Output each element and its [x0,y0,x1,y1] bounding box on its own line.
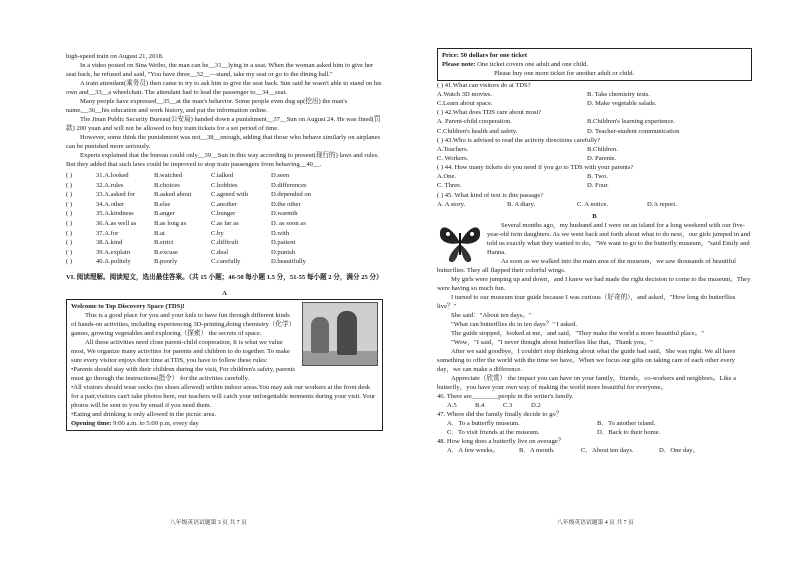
option[interactable]: A. A story. [437,200,466,208]
section-title: VI. 阅读理解。阅读短文，选出最佳答案。（共 15 小题；46-50 每小题 1.5 分，51-55 每小题 2 分，满分 25 分） [66,273,383,281]
option[interactable]: C. Workers. [437,155,469,163]
passage-line: A train attendant(乘务员) then came to try to ask him to give the seat back. Sun said he wasn't able to stand on his own and__33__a wheelchair. The attendant had to lead the passenger to__34__seat. [66,80,382,96]
option[interactable]: A.Watch 3D movies. [437,91,493,98]
price-line: Price: 50 dollars for one ticket [442,52,528,59]
passage-line: In a video posted on Sina Weibo, the man can be__31__lying in a seat. When the woman asked him to give her seat back, he refused and said, "You have three__32__—stand, take my seat or go to the dining hall." [66,62,374,78]
question: 47. Where did the family finally decide to go？ [437,411,563,419]
option[interactable]: D.2 [531,401,541,409]
option[interactable]: D. Parents. [587,155,617,163]
family-photo [302,302,378,366]
answer-blank[interactable]: ( ) [66,210,73,218]
answer-blank[interactable]: ( ) [66,200,73,208]
option[interactable]: C．To visit friends at the museum. [447,429,540,437]
option[interactable]: C. A notice. [577,200,609,208]
answer-blank[interactable]: ( ) [66,191,73,199]
passage-b [437,221,752,392]
option-d: D.warmth [271,210,298,218]
box-line: •All visitors should wear socks (no shoes allowed) within indoor areas.You may ask our workers at the front desk for a pair,visitors can't take photos here, our teachers will catch your unforgettable moments during your visit. Your photos will be sent to you by email if you need them. [71,383,376,409]
box-line: •Eating and drinking is only allowed in the picnic area. [71,410,217,418]
question: 48. How long does a butterfly live on average？ [437,438,565,446]
page-footer: 八年级英语试题第 4 页 共 7 页 [557,520,634,526]
question: 46. There are________people in the writer's family. [437,392,574,400]
opening-label: Opening time: [71,419,112,427]
option-d: D.patient [271,239,296,247]
option[interactable]: A. Parent-child cooperation. [437,118,512,126]
answer-blank[interactable]: ( ) [66,181,73,189]
price-box [437,48,752,81]
option[interactable]: B. Take chemistry tests. [587,91,650,98]
option[interactable]: C.3 [503,401,513,409]
option-b: B.watched [154,172,183,179]
option-b: B.asked about [154,191,192,199]
passage-line: I turned to our museum tour guide because I was curious（好奇的），and asked，"How long do butterflies live？" [437,293,736,310]
option-b: B.as long as [154,219,187,227]
passage-line: high-speed train on August 21, 2018. [66,53,164,60]
questions-a [437,81,752,209]
option[interactable]: C．About ten days. [581,447,634,455]
passage-label: B [592,212,597,220]
option-d: D.differences [271,181,307,189]
box-title: Welcome to Top Discovery Space (TDS)! [71,302,185,310]
option[interactable]: B. Two. [587,173,608,181]
passage-line: Several months ago，my husband and I were on an island for a long weekend with our five-year-old twin daughters. As we went back and forth about what to do next，our girls jumped in and told us exactly what they wanted to do。"We want to go to the butterfly museum，"said Emily and Hanna. [487,221,751,256]
option-d: D. as soon as [271,219,306,227]
tds-notice-box [66,299,383,431]
note-label: Please note: [442,61,476,68]
option[interactable]: D．One day。 [659,447,700,455]
option[interactable]: A.5 [447,401,457,409]
option-a: 40.A.politely [96,258,131,266]
option-b: B.else [154,200,171,208]
option[interactable]: B.Children. [587,145,618,153]
option-d: D.with [271,229,290,237]
option-row [66,238,383,248]
option-a: 37.A.for [96,229,119,237]
option-row [66,190,383,200]
answer-blank[interactable]: ( ) [66,248,73,256]
option-a: 33.A.asked for [96,191,136,199]
cloze-passage [66,52,383,169]
passage-line: After we said goodbye，I couldn't stop thinking about what the guide had said。She was right. We all have something to offer the world with the time we have。When we focus our gifts on taking care of each other every day，we can make a difference. [437,347,736,373]
option-d: D.beautifully [271,258,306,266]
option-b: B.anger [154,210,175,218]
option[interactable]: D.A report. [647,200,677,208]
option-row [66,171,383,181]
option-d: D.depended on [271,191,311,199]
option[interactable]: A.One. [437,173,457,181]
note-line: One ticket covers one adult and one child. [475,61,589,68]
passage-line: As soon as we walked into the main area of the museum，we saw thousands of beautiful butterflies. They all flapped their colorful wings. [437,257,736,274]
opening-value: 9:00 a.m. to 5:00 p.m, every day [111,419,199,427]
passage-line: She said："About ten days。" [451,311,532,319]
question: ( ) 43.Who is advised to read the activity directions carefully? [437,136,601,144]
option-b: B.strict [154,239,174,247]
option[interactable]: D. Four. [587,182,609,190]
passage-line: However, some think the punishment was not__38__enough, adding that those who behave similarly on airplanes can be punished more seriously. [66,134,381,150]
option-c: C.talked [211,172,234,179]
option-a: 38.A.kind [96,239,123,247]
option-row [66,257,383,267]
option-c: C.agreed with [211,191,248,199]
option[interactable]: D．Back to their home. [597,429,661,437]
option-row [66,181,383,191]
option-c: C.deal [211,248,229,256]
passage-line: Many people have expressed__35__at the man's behavior. Some people even dug up(挖出) the man's name,__36__his education and work history, and put the information online. [66,98,348,114]
option[interactable]: D. Teacher-student communication [587,127,680,135]
option[interactable]: B. A diary. [507,200,536,208]
option[interactable]: B．A month. [519,447,555,455]
passage-line: Experts explained that the bureau could only__39__Sun in this way according to present(现行的) laws and rules. But they added that such laws could be improved to stop train passengers from behaving__40__. [66,152,379,168]
option-row [66,229,383,239]
option[interactable]: B.Children's learning experience. [587,118,675,126]
option[interactable]: A．A few weeks。 [447,447,500,455]
passage-line: Appreciate（欣赏） the impact you can have on your family，friends，co-workers and neighbors。Like a butterfly，you have your own way of making the world more beautiful for everyone。 [437,374,737,391]
option-d: D.the other [271,200,301,208]
answer-blank[interactable]: ( ) [66,219,73,227]
passage-line: The Jinan Public Security Bureau(公安局) handed down a punishment__37__Sun on August 24. He was fined(罚款) 200 yuan and will not be allowed to buy train tickets for a set period of time. [66,116,381,132]
answer-blank[interactable]: ( ) [66,229,73,237]
option-a: 39.A.explain [96,248,131,256]
option[interactable]: C.Learn about space. [437,100,493,108]
option-b: B.choices [154,181,180,189]
option[interactable]: B.4 [475,401,485,409]
question: ( ) 45. What kind of text is this passage? [437,191,544,199]
page-footer: 八年级英语试题第 3 页 共 7 页 [170,520,247,526]
passage-line: "Wow，"I said，"I never thought about butterflies like that。Thank you。" [451,338,653,346]
option[interactable]: B．To another island. [597,420,656,428]
option-c: C.carefully [211,258,241,266]
answer-blank[interactable]: ( ) [66,258,73,266]
option-row [66,219,383,229]
option-b: B.poorly [154,258,178,266]
cloze-options [66,171,383,267]
passage-line: "What can butterflies do in ten days？" I asked. [451,320,578,328]
option[interactable]: C. Three. [437,182,462,190]
option-c: C.as far as [211,219,239,227]
option[interactable]: D. Make vegetable salads. [587,100,657,108]
option-b: B.excuse [154,248,178,256]
question: ( ) 44. How many tickets do you need if you go to TDS with your parents? [437,164,634,172]
box-line: This is a good place for you and your kids to have fun through different kinds of hands-on activities, including experiencing 3D-printing,doing chemistry（化学） games, growing vegetables and exploring（探索） the secrets of space. [71,311,296,337]
box-line: All these activities need close parent-child cooperation, It is what we value most, We organize many activities for parents and children to do together. To make sure every visitor enjoys their time at TDS, you have to follow these rules: [71,338,290,364]
option-d: D.seen [271,172,290,179]
note-line: Please buy one more ticket for another adult or child. [494,70,635,77]
option-c: C.hobbies [211,181,238,189]
answer-blank[interactable]: ( ) [66,172,73,179]
option-b: B.at [154,229,165,237]
option[interactable]: A.Teachers. [437,145,469,153]
option[interactable]: C.Children's health and safety. [437,127,518,135]
question: ( ) 42.What does TDS care about most? [437,109,542,117]
option-a: 36.A.as well as [96,219,137,227]
question: ( ) 41.What can visitors do at TDS? [437,82,531,89]
right-page [397,0,794,562]
option-c: C.by [211,229,224,237]
box-line: •Parents should stay with their children during the visit, For children's safety, parents must go through the instructions(指令） for the activities carefully. [71,365,295,382]
option-row [66,200,383,210]
answer-blank[interactable]: ( ) [66,239,73,247]
option-a: 31.A.looked [96,172,129,179]
option-row [66,248,383,258]
passage-line: My girls were jumping up and down，and I knew we had made the right decision to come to the museum。They were having so much fun. [437,275,751,292]
option-row [66,209,383,219]
option[interactable]: A．To a butterfly museum. [447,420,520,428]
option-a: 32.A.rules [96,181,124,189]
passage-line: The guide stopped，looked at me，and said，"They make the world a more beautiful place。" [451,329,704,337]
option-c: C.another [211,200,237,208]
option-a: 35.A.kindness [96,210,134,218]
butterfly-icon [437,221,483,265]
option-c: C.hunger [211,210,236,218]
passage-label: A [222,289,227,297]
option-d: D.punish [271,248,295,256]
option-a: 34.A.other [96,200,125,208]
questions-b [437,392,752,456]
option-c: C.difficult [211,239,239,247]
